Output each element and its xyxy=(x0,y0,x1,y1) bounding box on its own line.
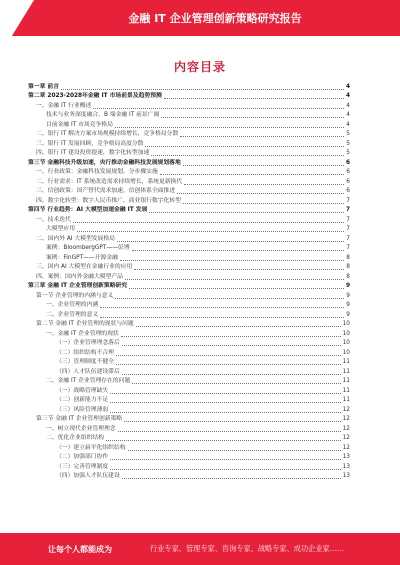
toc-entry[interactable] xyxy=(28,130,350,140)
toc-entry[interactable] xyxy=(28,434,350,444)
toc-leader-dots xyxy=(115,298,344,299)
toc-list xyxy=(28,82,350,481)
toc-entry-page: 12 xyxy=(342,444,350,451)
toc-entry-page: 7 xyxy=(345,207,350,213)
toc-entry-page: 8 xyxy=(346,273,350,280)
toc-entry-page: 10 xyxy=(342,330,350,337)
toc-entry[interactable] xyxy=(28,301,350,311)
toc-entry-page: 6 xyxy=(346,188,350,194)
toc-leader-dots xyxy=(136,326,341,327)
toc-entry-page: 4 xyxy=(346,121,350,128)
toc-entry-text: 三、国内 AI 大模型在金融行业的应用 xyxy=(36,264,133,270)
toc-entry-text: 三、信创政策：国产替代需求加速，信创体系全面推进 xyxy=(36,188,176,194)
toc-entry[interactable] xyxy=(28,139,350,149)
toc-entry-page: 5 xyxy=(346,131,350,137)
toc-entry-text: （一）企业管理理念落后 xyxy=(56,340,120,346)
toc-entry-text: 案例：FinGPT——开源金融 xyxy=(46,254,118,261)
toc-leader-dots xyxy=(183,165,344,166)
toc-entry[interactable] xyxy=(28,415,350,425)
toc-leader-dots xyxy=(132,250,345,251)
toc-entry-text: 第三节 金融科技升级加速，央行推动金融科技发展规划落地 xyxy=(28,159,181,166)
toc-leader-dots xyxy=(120,260,344,261)
toc-entry-text: （三）完善管理制度 xyxy=(56,463,109,470)
toc-entry-page: 6 xyxy=(346,169,350,175)
toc-entry-text: 第一节 企业管理的内涵与意义 xyxy=(36,292,114,299)
toc-entry[interactable] xyxy=(28,206,350,216)
toc-leader-dots xyxy=(110,393,340,394)
toc-entry-text: （三）管理制度不健全 xyxy=(56,359,114,365)
toc-entry-text: 第二章 2023-2028年金融 IT 市场前景及趋势预测 xyxy=(28,93,162,99)
toc-entry[interactable] xyxy=(28,158,350,168)
toc-leader-dots xyxy=(149,212,344,213)
toc-entry[interactable] xyxy=(28,424,350,434)
toc-entry[interactable] xyxy=(28,358,350,368)
toc-entry-page: 13 xyxy=(342,473,350,479)
toc-entry-page: 11 xyxy=(342,368,350,375)
toc-entry-page: 5 xyxy=(346,150,350,156)
toc-leader-dots xyxy=(115,127,344,128)
toc-leader-dots xyxy=(110,459,340,460)
toc-entry-page: 7 xyxy=(346,197,350,204)
toc-entry-page: 11 xyxy=(342,387,350,394)
toc-entry[interactable] xyxy=(28,92,350,102)
toc-entry-text: 四、银行 IT 建设投资提速，数字化转型加速 xyxy=(36,150,150,156)
toc-leader-dots xyxy=(122,345,341,346)
toc-entry-text: 二、国内外 AI 大模型发展格局 xyxy=(36,235,115,242)
toc-entry[interactable] xyxy=(28,339,350,349)
toc-entry-text: （二）创新能力不足 xyxy=(56,397,109,403)
toc-entry-text: 二、优化企业组织结构 xyxy=(46,435,104,441)
toc-entry-page: 8 xyxy=(346,254,350,261)
toc-entry-page: 7 xyxy=(346,245,350,251)
toc-entry-text: 二、金融 IT 企业管理存在的问题 xyxy=(46,378,131,384)
toc-leader-dots xyxy=(183,203,344,204)
toc-entry[interactable] xyxy=(28,149,350,159)
toc-entry[interactable] xyxy=(28,196,350,206)
toc-title: 内容目录 xyxy=(173,60,226,74)
toc-leader-dots xyxy=(160,174,345,175)
toc-entry-text: 一、企业管理的内涵 xyxy=(46,302,99,308)
toc-entry[interactable] xyxy=(28,215,350,225)
toc-entry-text: 一、金融 IT 行业概述 xyxy=(36,102,92,109)
toc-entry-text: 四、数字化转型：数字人民币推广，商业银行数字化转型 xyxy=(36,197,181,204)
toc-entry[interactable] xyxy=(28,187,350,197)
toc-entry-page: 10 xyxy=(342,321,350,327)
toc-leader-dots xyxy=(151,155,344,156)
toc-leader-dots xyxy=(100,307,344,308)
report-title: 金融 IT 企业管理创新策略研究报告 xyxy=(128,12,302,25)
toc-entry-text: 第三节 金融 IT 企业管理创新策略 xyxy=(36,416,123,422)
toc-entry-page: 9 xyxy=(345,283,350,289)
toc-entry-text: 二、银行 IT 解决方案市场规模持续增长，竞争格局分散 xyxy=(36,131,179,137)
footer-bar xyxy=(0,533,400,565)
toc-entry[interactable] xyxy=(28,291,350,301)
toc-entry-page: 12 xyxy=(342,416,350,422)
header-decoration xyxy=(0,0,34,36)
toc-entry[interactable] xyxy=(28,101,350,111)
toc-entry-text: 二、行业需求：IT 系统改造需求持续增长，系统更新换代 xyxy=(36,178,183,185)
toc-leader-dots xyxy=(106,440,341,441)
toc-entry-page: 9 xyxy=(346,302,350,308)
toc-entry-page: 4 xyxy=(346,102,350,109)
toc-leader-dots xyxy=(121,336,341,337)
toc-leader-dots xyxy=(118,431,341,432)
toc-leader-dots xyxy=(110,402,340,403)
toc-entry-page: 6 xyxy=(346,178,350,185)
toc-entry-text: （三）风险管理薄弱 xyxy=(56,406,109,413)
toc-entry[interactable] xyxy=(28,367,350,377)
toc-entry-page: 7 xyxy=(346,226,350,232)
toc-leader-dots xyxy=(77,231,344,232)
toc-entry-page: 11 xyxy=(342,359,350,365)
toc-entry[interactable] xyxy=(28,82,350,92)
toc-entry-page: 11 xyxy=(342,378,350,384)
toc-leader-dots xyxy=(134,269,344,270)
toc-leader-dots xyxy=(110,412,340,413)
toc-entry-page: 8 xyxy=(346,264,350,270)
toc-leader-dots xyxy=(122,374,341,375)
toc-leader-dots xyxy=(164,98,344,99)
toc-entry-text: （一）建立扁平化组织结构 xyxy=(56,444,126,451)
toc-leader-dots xyxy=(110,469,340,470)
toc-entry-text: （一）战略管理缺失 xyxy=(56,387,109,394)
toc-entry[interactable] xyxy=(28,405,350,415)
toc-entry-text: 第三章 金融 IT 企业管理创新策略研究 xyxy=(28,283,128,289)
toc-entry-page: 4 xyxy=(345,93,350,99)
toc-leader-dots xyxy=(128,450,341,451)
toc-entry-text: 四、案例：国内外金融大模型产品 xyxy=(36,273,123,280)
toc-entry[interactable] xyxy=(28,253,350,263)
toc-entry[interactable] xyxy=(28,320,350,330)
toc-entry-page: 11 xyxy=(342,397,350,403)
toc-leader-dots xyxy=(100,317,344,318)
toc-entry[interactable] xyxy=(28,310,350,320)
toc-entry-text: 第一章 前言 xyxy=(28,83,60,90)
toc-entry-page: 7 xyxy=(346,235,350,242)
toc-entry-page: 10 xyxy=(342,340,350,346)
toc-entry[interactable] xyxy=(28,168,350,178)
toc-entry-text: 一、金融 IT 企业管理的现状 xyxy=(46,330,119,337)
toc-entry-page: 12 xyxy=(342,406,350,413)
toc-entry-page: 4 xyxy=(345,83,350,90)
toc-entry-text: （二）加强部门协作 xyxy=(56,454,109,460)
toc-entry-page: 6 xyxy=(345,159,350,166)
toc-entry-page: 9 xyxy=(346,311,350,318)
toc-leader-dots xyxy=(116,364,341,365)
header-bar xyxy=(0,0,400,36)
toc-entry[interactable] xyxy=(28,120,350,130)
toc-leader-dots xyxy=(177,193,344,194)
toc-entry[interactable] xyxy=(28,472,350,482)
toc-entry[interactable] xyxy=(28,263,350,273)
toc-leader-dots xyxy=(125,279,344,280)
toc-entry-text: 案例：BloombergGPT——彭博 xyxy=(46,245,130,251)
toc-entry[interactable] xyxy=(28,225,350,235)
toc-entry-page: 13 xyxy=(342,454,350,460)
toc-entry[interactable] xyxy=(28,396,350,406)
toc-leader-dots xyxy=(73,222,345,223)
toc-leader-dots xyxy=(132,383,340,384)
toc-entry[interactable] xyxy=(28,234,350,244)
toc-entry-text: 第二节 金融 IT 企业管理的现状与问题 xyxy=(36,321,134,327)
toc-entry-text: 第四节 行业趋势：AI 大模型加速金融 IT 发展 xyxy=(28,207,148,213)
toc-entry-page: 13 xyxy=(342,463,350,470)
toc-leader-dots xyxy=(61,89,344,90)
toc-entry-text: 目前金融 IT 市场竞争格局 xyxy=(46,121,113,128)
toc-leader-dots xyxy=(124,421,340,422)
toc-entry[interactable] xyxy=(28,272,350,282)
toc-leader-dots xyxy=(129,288,344,289)
footer-slogan: 让每个人都能成为 xyxy=(48,545,112,554)
toc-entry-text: 三、银行 IT 发展回顾，竞争格局高度分散 xyxy=(36,140,144,147)
toc-entry[interactable] xyxy=(28,443,350,453)
toc-leader-dots xyxy=(93,108,344,109)
toc-entry-page: 9 xyxy=(346,292,350,299)
toc-entry[interactable] xyxy=(28,377,350,387)
toc-entry-page: 7 xyxy=(346,216,350,223)
toc-leader-dots xyxy=(184,184,344,185)
toc-leader-dots xyxy=(116,355,341,356)
toc-entry-page: 12 xyxy=(342,435,350,441)
toc-leader-dots xyxy=(145,146,344,147)
toc-entry[interactable] xyxy=(28,329,350,339)
toc-entry[interactable] xyxy=(28,462,350,472)
toc-entry[interactable] xyxy=(28,348,350,358)
toc-leader-dots xyxy=(122,478,341,479)
toc-entry-text: 一、树立现代企业管理理念 xyxy=(46,425,116,432)
toc-entry-text: 大模型应用 xyxy=(46,226,75,232)
toc-leader-dots xyxy=(180,136,344,137)
footer-roles: 行业专家、管理专家、咨询专家、战略专家、成功企业家…… xyxy=(150,544,345,553)
toc-entry-text: 一、行业政策：金融科技发展规划，分步骤实施 xyxy=(36,169,158,175)
toc-entry-page: 12 xyxy=(342,425,350,432)
toc-entry[interactable] xyxy=(28,282,350,292)
toc-entry-text: （二）组织结构不合理 xyxy=(56,349,114,356)
toc-entry-page: 4 xyxy=(346,112,350,118)
toc-entry-text: （四）加强人才队伍建设 xyxy=(56,473,120,479)
toc-leader-dots xyxy=(117,241,344,242)
toc-entry-page: 10 xyxy=(342,349,350,356)
toc-entry[interactable] xyxy=(28,177,350,187)
toc-entry-text: 二、企业管理的意义 xyxy=(46,311,99,318)
toc-leader-dots xyxy=(161,117,344,118)
toc-entry-text: 一、技术迭代 xyxy=(36,216,71,223)
toc-entry[interactable] xyxy=(28,386,350,396)
toc-entry-page: 5 xyxy=(346,140,350,147)
toc-entry[interactable] xyxy=(28,111,350,121)
toc-entry[interactable] xyxy=(28,244,350,254)
toc-entry-text: 技术与业务深度融合，B 端金融 IT 前景广阔 xyxy=(46,112,160,118)
toc-entry-text: （四）人才队伍建设滞后 xyxy=(56,368,120,375)
toc-entry[interactable] xyxy=(28,453,350,463)
